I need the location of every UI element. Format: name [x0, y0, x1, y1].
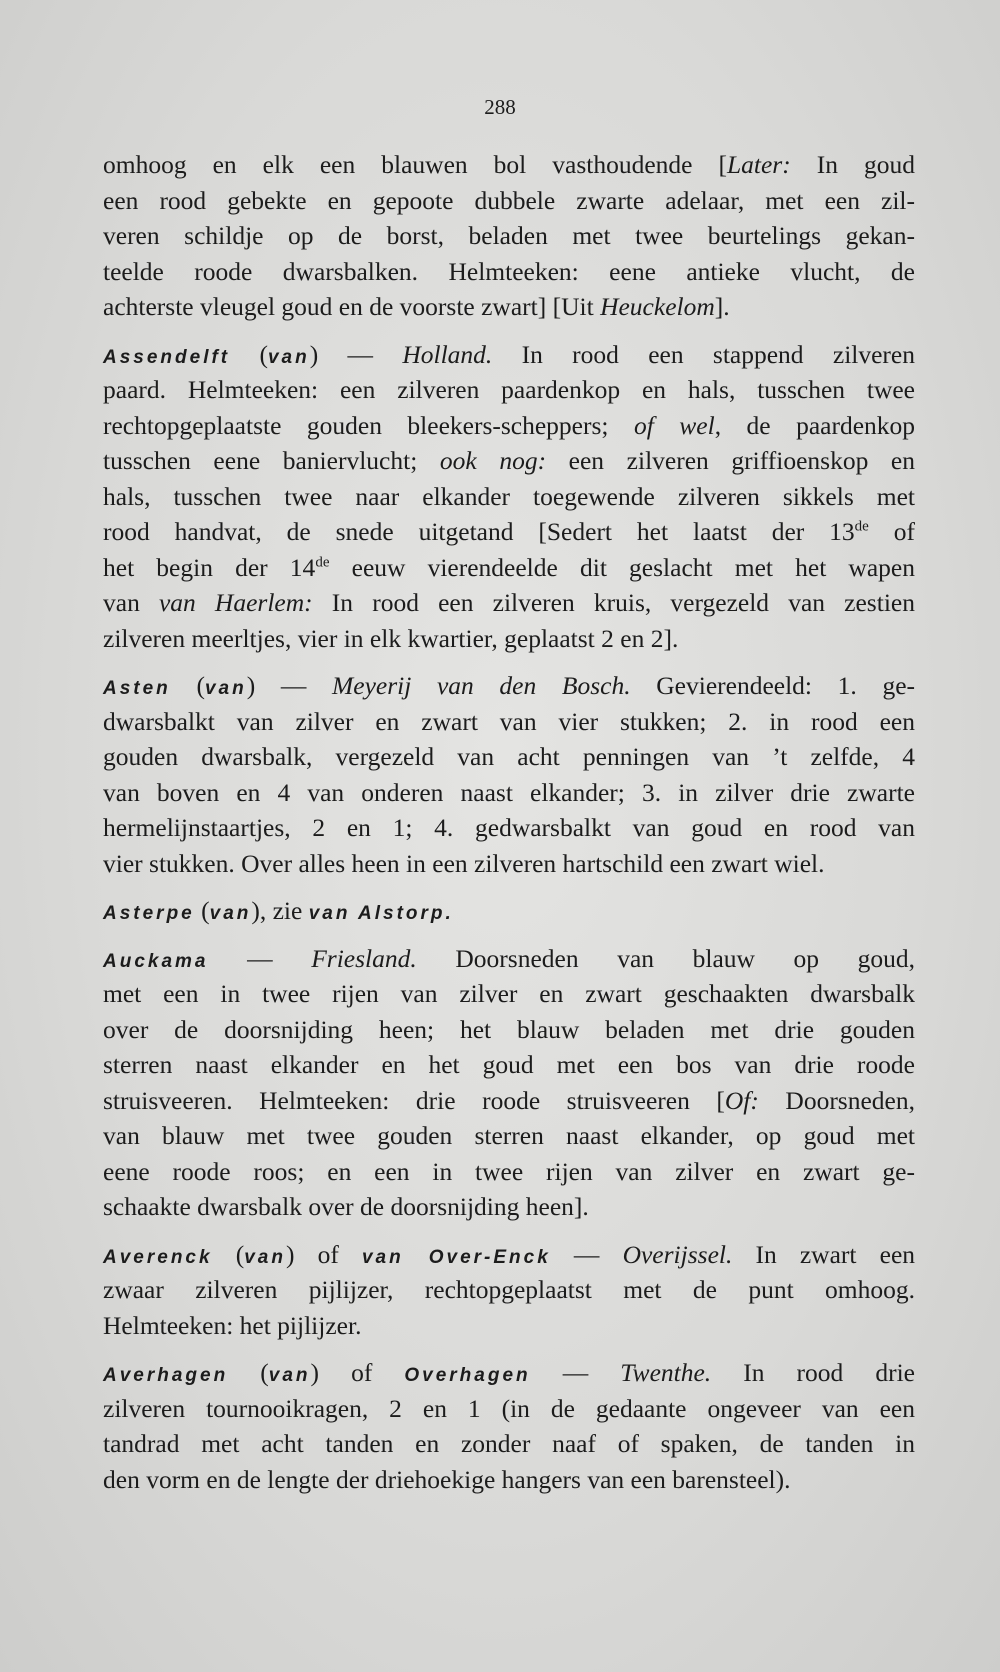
text-line: [103, 254, 915, 290]
italic-text: Friesland.: [311, 943, 417, 973]
text-span: —: [550, 1239, 623, 1269]
text-span: een zilveren griffioenskop en: [546, 446, 915, 475]
text-span: In zwart een: [732, 1239, 916, 1269]
text-span: ) of: [310, 1358, 405, 1387]
spaced-name: van: [244, 1246, 286, 1268]
text-span: ) of: [285, 1239, 362, 1269]
text-line: [103, 479, 915, 515]
text-span: rood handvat, de snede uitgetand [Sedert het laatst der 13: [103, 517, 855, 546]
text-span: tandrad met acht tanden en zonder naaf of spaken, de tanden in: [103, 1429, 915, 1458]
text-line: [103, 372, 915, 408]
text-line: [103, 1083, 915, 1119]
text-span: teelde roode dwarsbalken. Helmteeken: eene antieke vlucht, de: [103, 256, 915, 286]
spaced-name: van: [267, 346, 310, 368]
paragraph-gap: [103, 929, 915, 941]
text-line: [103, 289, 915, 325]
text-span: eeuw vierendeelde dit geslacht met het wapen: [329, 552, 915, 582]
italic-text: Twenthe.: [620, 1358, 712, 1387]
italic-text: Of:: [724, 1085, 759, 1115]
text-line: [103, 846, 915, 882]
text-span: In rood een stappend zilveren: [492, 339, 915, 369]
text-line: [103, 668, 915, 704]
text-line: [103, 976, 915, 1012]
spaced-name: van: [204, 678, 247, 699]
text-span: met een in twee rijen van zilver en zwart geschaakten dwarsbalk: [103, 979, 915, 1008]
text-span: van boven en 4 van onderen naast elkander; 3. in zilver drie zwarte: [103, 777, 915, 807]
text-span: struisveeren. Helmteeken: drie roode struisveeren [: [103, 1085, 725, 1115]
text-span: (: [228, 1358, 269, 1387]
text-span: omhoog en elk een blauwen bol vasthoudende [: [103, 150, 727, 179]
superscript: de: [854, 518, 869, 535]
text-line: [103, 1047, 915, 1083]
italic-text: Later:: [726, 150, 791, 179]
text-span: (: [212, 1239, 245, 1269]
text-span: (: [194, 896, 210, 925]
text-span: gouden dwarsbalk, vergezeld van acht penningen van ’t zelfde, 4: [103, 742, 915, 771]
paragraph-gap: [103, 325, 915, 337]
spaced-name: van Over-Enck: [361, 1246, 551, 1268]
text-span: rechtopgeplaatste gouden bleekers-scheppers;: [103, 410, 634, 440]
text-line: [103, 147, 915, 183]
text-line: [103, 739, 915, 775]
paragraph-gap: [103, 656, 915, 668]
text-line: [103, 408, 915, 444]
spaced-name: Averhagen: [103, 1365, 229, 1386]
italic-text: Meyerij van den Bosch.: [332, 671, 631, 700]
paragraph-gap: [103, 1225, 915, 1237]
text-span: (: [230, 339, 268, 369]
text-span: hals, tusschen twee naar elkander toegewende zilveren sikkels met: [103, 481, 915, 511]
text-span: tusschen eene baniervlucht;: [103, 446, 440, 475]
page-number: 288: [484, 95, 516, 119]
text-line: [103, 218, 915, 254]
spaced-name: Averenck: [103, 1246, 213, 1268]
text-line: [103, 1118, 915, 1154]
text-line: [103, 810, 915, 846]
spaced-name: Assendelft: [103, 346, 231, 368]
text-span: het begin der 14: [103, 552, 316, 582]
text-span: van: [103, 588, 159, 617]
text-line: [103, 183, 915, 219]
text-span: Helmteeken: het pijlijzer.: [103, 1310, 362, 1340]
text-span: of: [868, 517, 915, 546]
italic-text: Heuckelom: [600, 292, 715, 321]
text-span: —: [530, 1358, 621, 1387]
text-span: In rood een zilveren kruis, vergezeld van zestien: [312, 588, 915, 617]
text-span: achterste vleugel goud en de voorste zwart] [Uit: [103, 292, 601, 321]
italic-text: Overijssel.: [622, 1239, 733, 1269]
paragraph-gap: [103, 881, 915, 893]
text-span: paard. Helmteeken: een zilveren paardenkop en hals, tusschen twee: [103, 375, 915, 404]
text-line: [103, 621, 915, 657]
spaced-name: Overhagen: [404, 1365, 531, 1386]
text-line: [103, 514, 915, 550]
text-span: Doorsneden van blauw op goud,: [416, 943, 916, 973]
text-line: [103, 1355, 915, 1391]
paragraph-gap: [103, 1343, 915, 1355]
text-span: vier stukken. Over alles heen in een zilveren hartschild een zwart wiel.: [103, 848, 825, 878]
spaced-name: van: [268, 1365, 311, 1386]
text-line: [103, 443, 915, 479]
spaced-name: Asterpe: [103, 903, 195, 924]
text-span: In goud: [790, 150, 915, 179]
text-line: [103, 893, 915, 929]
text-line: [103, 704, 915, 740]
text-span: ].: [714, 292, 730, 321]
text-line: [103, 585, 915, 621]
italic-text: van Haerlem:: [158, 588, 313, 617]
text-span: hermelijnstaartjes, 2 en 1; 4. gedwarsbalkt van goud en rood van: [103, 813, 915, 842]
superscript: de: [315, 554, 330, 570]
text-line: [103, 1189, 915, 1225]
text-span: een rood gebekte en gepoote dubbele zwarte adelaar, met een zil-: [103, 185, 915, 215]
text-line: [103, 1308, 915, 1344]
spaced-name: Auckama: [103, 950, 209, 972]
text-line: [103, 550, 915, 586]
text-span: zwaar zilveren pijlijzer, rechtopgeplaatst met de punt omhoog.: [103, 1275, 915, 1304]
text-line: [103, 775, 915, 811]
text-line: [103, 1012, 915, 1048]
text-line: [103, 337, 915, 373]
text-span: van blauw met twee gouden sterren naast elkander, op goud met: [103, 1121, 915, 1150]
text-span: schaakte dwarsbalk over de doorsnijding heen].: [103, 1192, 589, 1221]
text-span: Gevierendeeld: 1. ge-: [630, 671, 916, 700]
text-line: [103, 1272, 915, 1308]
text-span: (: [170, 671, 205, 700]
text-span: zilveren tournooikragen, 2 en 1 (in de gedaante ongeveer van een: [103, 1393, 915, 1423]
text-span: veren schildje op de borst, beladen met twee beurtelings gekan-: [103, 221, 915, 250]
text-span: ), zie: [251, 896, 309, 925]
text-line: [103, 1462, 915, 1498]
text-span: over de doorsnijding heen; het blauw beladen met drie gouden: [103, 1014, 915, 1044]
text-line: [103, 1391, 915, 1427]
text-span: dwarsbalkt van zilver en zwart van vier stukken; 2. in rood een: [103, 706, 915, 736]
text-span: eene roode roos; en een in twee rijen van zilver en zwart ge-: [103, 1156, 915, 1186]
italic-text: of wel: [633, 410, 715, 440]
body-text: [103, 147, 915, 1497]
italic-text: Holland.: [402, 339, 493, 369]
text-span: den vorm en de lengte der driehoekige hangers van een barensteel).: [103, 1464, 791, 1494]
text-line: [103, 1237, 915, 1273]
text-span: —: [208, 943, 312, 973]
text-span: zilveren meerltjes, vier in elk kwartier, geplaatst 2 en 2].: [103, 623, 679, 653]
text-span: ) —: [309, 339, 403, 369]
spaced-name: van Alstorp.: [308, 903, 454, 924]
text-line: [103, 1154, 915, 1190]
spaced-name: van: [209, 903, 252, 924]
text-span: , de paardenkop: [714, 410, 916, 440]
text-line: [103, 941, 915, 977]
spaced-name: Asten: [103, 678, 171, 699]
text-line: [103, 1426, 915, 1462]
italic-text: ook nog:: [439, 446, 547, 475]
text-span: Doorsneden,: [758, 1085, 915, 1115]
text-span: ) —: [246, 671, 333, 700]
text-span: In rood drie: [711, 1358, 915, 1387]
text-span: sterren naast elkander en het goud met een bos van drie roode: [103, 1050, 915, 1079]
